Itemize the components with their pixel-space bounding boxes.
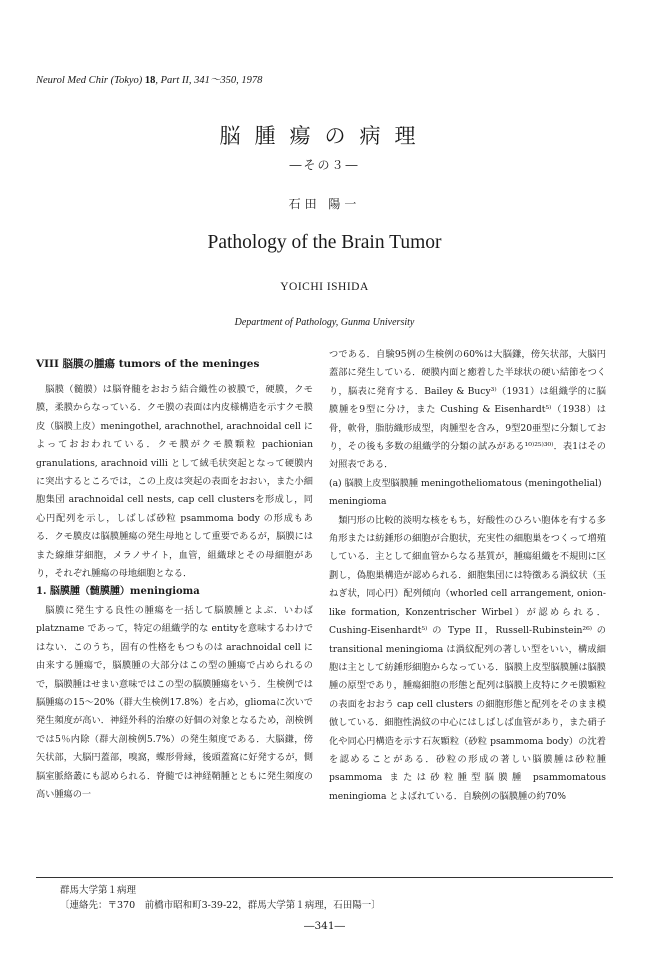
journal-part-pages: , Part II, 341～350, 1978 — [155, 75, 263, 86]
intro-paragraph: 脳膜（髄膜）は脳脊髄をおおう結合織性の被膜で，硬膜，クモ膜，柔膜からなっている．クモ膜の表面は内皮様構造を示すクモ膜皮（脳膜上皮）meningothel, arachnothel, arachnoidal cell によっておおわれている．クモ膜がクモ膜顆粒 pachionian granulations, arachnoid villi として絨毛状突起となって硬膜内に突出するところでは，この上皮は突起の表面をおおい，また小細胞集団 arachnoidal cell nests, cap cell clustersを形成し，同心円配列を示し，しばしば砂粒 psammoma body の形成もある．クモ膜皮は脳膜腫瘍の発生母地として重要であるが，脳膜にはまた線維芽細胞，メラノサイト，血管，組織球とその母細胞があり，それぞれ腫瘍の母地細胞となる． — [36, 384, 313, 580]
journal-name: Neurol Med Chir (Tokyo) — [36, 75, 143, 86]
author-english: YOICHI ISHIDA — [280, 281, 369, 293]
footnote-affiliation: 群馬大学第１病理 — [60, 885, 137, 896]
footnote-contact: 〔連絡先：〒370 前橋市昭和町3-39-22，群馬大学第１病理，石田陽一〕 — [60, 900, 381, 911]
journal-volume: 18 — [144, 75, 156, 86]
footnote-divider — [36, 877, 613, 878]
title-english: Pathology of the Brain Tumor — [207, 232, 442, 253]
item-a-paragraph: 類円形の比較的淡明な核をもち，好酸性のひろい胞体を有する多角形または紡錘形の細胞が合胞状，充実性の細胞巣をつくって増殖している．主として細血管からなる基質が，腫瘍組織を不規則に区劃し，偽胞巣構造が認められる．細胞集団には特徴ある渦紋状（玉ねぎ状，同心円）配列傾向（whorled cell arrangement, onion-like formation, Konzentrischer Wirbel）が認められる．Cushing-Eisenhardt⁵⁾ の Type II，Russell-Rubinstein²⁶⁾ の transitional meningioma は渦紋配列の著しい型をいい，構成細胞は主として紡錘形細胞からなっている．脳膜上皮型脳膜腫は脳膜腫の原型であり，腫瘍細胞の形態と配列は脳膜上皮特にクモ膜顆粒の表面をおおう cap cell clusters の細胞形態と配列をそのまま模倣している．細胞性渦紋の中心にはしばしば血管があり，また硝子化や同心円構造を示す石灰顆粒（砂粒 psammoma body）の沈着を認めることがある．砂粒の形成の著しい脳膜腫は砂粒腫 psammoma または砂粒腫型脳膜腫 psammomatous meningioma とよばれている．自験例の脳膜腫の約70% — [329, 514, 606, 802]
page-number: ―341― — [303, 920, 346, 932]
subsection-heading: 1. 脳膜腫（髄膜腫）meningioma — [36, 586, 200, 598]
subtitle-japanese: ―その３― — [289, 158, 360, 172]
journal-citation — [36, 72, 262, 87]
section-heading: VIII 脳膜の腫瘍 tumors of the meninges — [36, 358, 260, 370]
continued-paragraph: つである．自験95例の生検例の60%は大脳鎌，傍矢状部，大脳円蓋部に発生している．硬膜内面と癒着した半球状の硬い結節をつくり，脳表に発育する．Bailey & Bucy³⁾（1931）は組織学的に脳膜腫を9型に分け，また Cushing & Eisenhardt⁵⁾（1938）は骨，軟骨，脂肪織形成型，肉腫型を含み，9型20亜型に分類しており，その後も多数の組織学的分類の試みがある¹⁰⁾²⁵⁾³⁰⁾．表1はその対照表である． — [329, 349, 606, 471]
affiliation: Department of Pathology, Gunma University — [234, 317, 415, 328]
title-japanese: 脳腫瘍の病理 — [219, 124, 430, 148]
item-a-heading: (a) 脳膜上皮型脳膜腫 meningotheliomatous (meningothelial) meningioma — [329, 477, 602, 508]
meningioma-paragraph: 脳膜に発生する良性の腫瘍を一括して脳膜腫とよぶ．いわば platzname であって，特定の組織学的な entityを意味するわけではない．このうち，固有の性格をもつものは arachnoidal cell に由来する腫瘍で，脳膜腫の大部分はこの型の腫瘍で占められるので，脳膜腫はせまい意味ではこの型の脳膜腫瘍をいう．生検例では脳腫瘍の15～20%（群大生検例17.8%）を占め，gliomaに次いで発生頻度が高い．神経外科的治療の好個の対象となるため，剖検例では5％内除（群大剖検例5.7%）の発生頻度である．大脳鎌，傍矢状部，大脳円蓋部，嗅窩，蝶形骨縁，後頭蓋窩に好発するが，側脳室脈絡叢にも認められる．脊髄では神経鞘腫とともに発生頻度の高い腫瘍の一 — [36, 604, 313, 800]
author-japanese: 石田 陽一 — [288, 197, 361, 211]
left-column — [36, 355, 313, 804]
right-column — [329, 346, 606, 806]
